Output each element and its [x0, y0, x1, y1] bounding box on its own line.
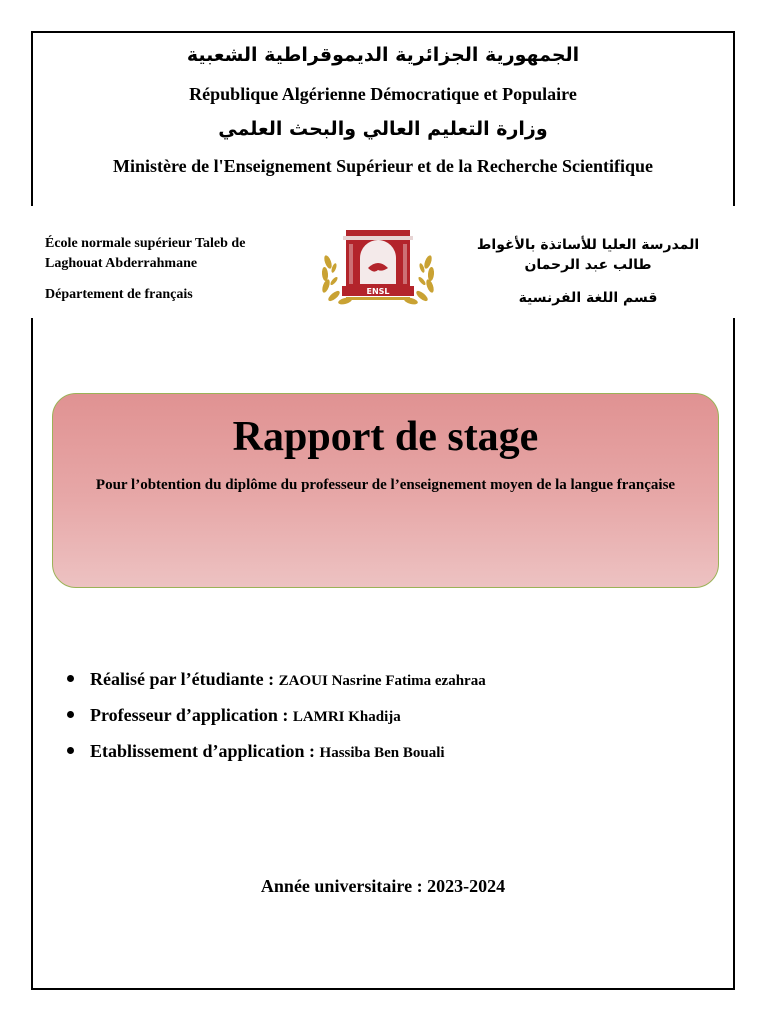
- info-label: Professeur d’application :: [90, 705, 293, 725]
- bullet-icon: [67, 675, 74, 682]
- report-title: Rapport de stage: [232, 414, 539, 460]
- school-logo-icon: [316, 224, 440, 308]
- department-french: Département de français: [45, 287, 193, 302]
- academic-year: Année universitaire : 2023-2024: [260, 876, 506, 896]
- info-value: Hassiba Ben Bouali: [319, 745, 445, 761]
- republic-name-french: République Algérienne Démocratique et Populaire: [189, 84, 577, 104]
- republic-name-arabic: الجمهورية الجزائرية الديموقراطية الشعبية: [186, 44, 580, 66]
- ministry-name-arabic: وزارة التعليم العالي والبحث العلمي: [218, 118, 548, 140]
- school-name-arabic-line1: المدرسة العليا للأساتذة بالأغواط: [476, 237, 700, 253]
- info-value: ZAOUI Nasrine Fatima ezahraa: [278, 673, 486, 689]
- info-item-student: [64, 665, 486, 701]
- info-list: [64, 665, 486, 773]
- school-name-arabic: [440, 235, 736, 275]
- info-label: Etablissement d’application :: [90, 741, 320, 761]
- school-name-arabic-line2: طالب عبد الرحمان: [524, 257, 652, 273]
- ministry-name-french: Ministère de l'Enseignement Supérieur et de la Recherche Scientifique: [113, 156, 653, 176]
- logo-text: ENSL: [366, 287, 390, 296]
- school-name-french: [45, 234, 295, 274]
- title-box: [52, 393, 719, 588]
- info-label: Réalisé par l’étudiante :: [90, 669, 279, 689]
- school-name-french-line2: Laghouat Abderrahmane: [45, 256, 198, 271]
- department-arabic: قسم اللغة الفرنسية: [518, 290, 658, 306]
- school-name-french-line1: École normale supérieur Taleb de: [45, 236, 246, 251]
- info-item-professor: [64, 701, 486, 737]
- info-item-establishment: [64, 737, 486, 773]
- report-subtitle: Pour l’obtention du diplôme du professeur de l’enseignement moyen de la langue française: [95, 477, 676, 493]
- bullet-icon: [67, 747, 74, 754]
- bullet-icon: [67, 711, 74, 718]
- info-value: LAMRI Khadija: [292, 709, 401, 725]
